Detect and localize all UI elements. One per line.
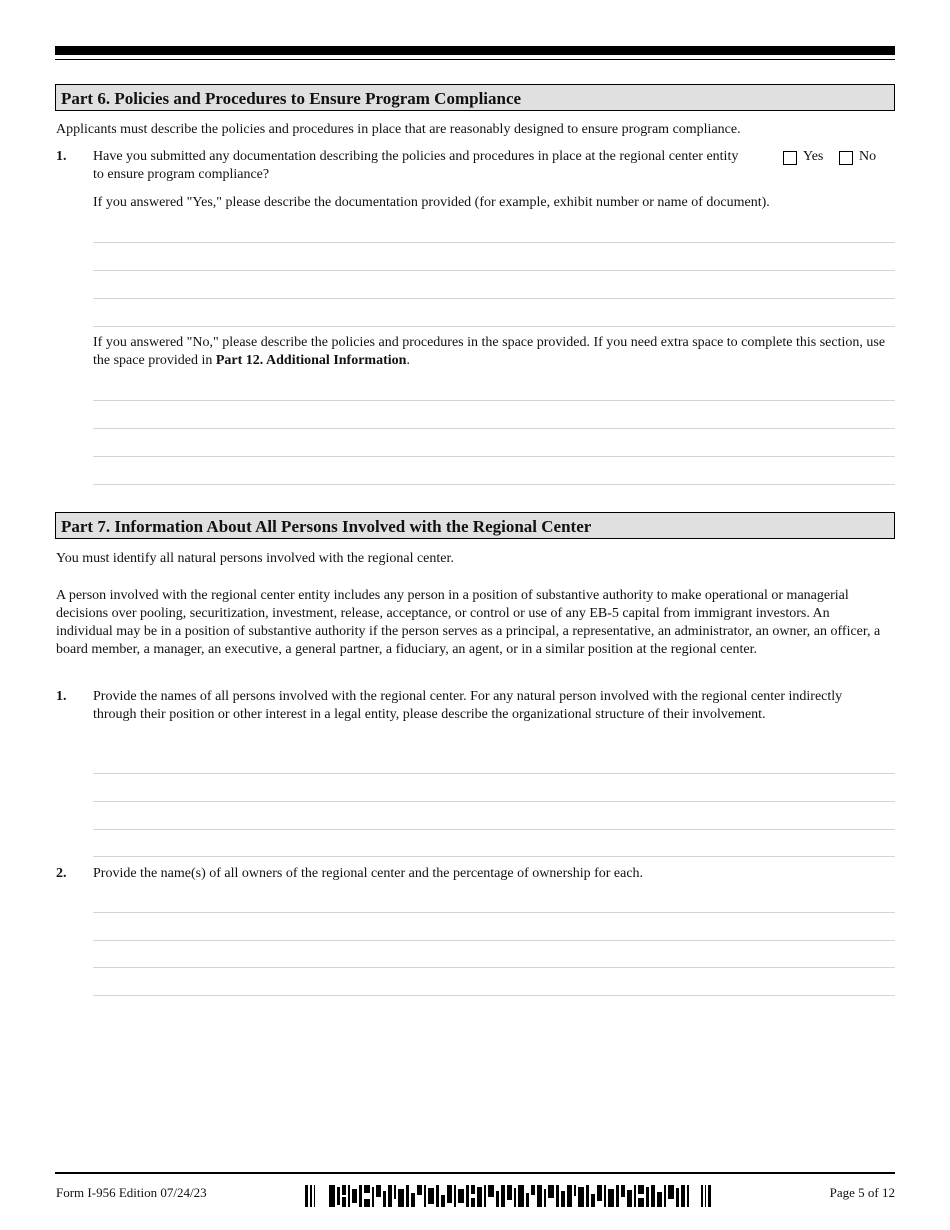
no-answer-line-1[interactable]: [93, 400, 895, 401]
no-answer-line-4[interactable]: [93, 484, 895, 485]
top-rule-thick: [55, 46, 895, 55]
part7-q2-text: Provide the name(s) of all owners of the regional center and the percentage of ownership for each.: [93, 866, 644, 881]
part7-q2-number: 2.: [56, 866, 67, 881]
q1-answer-line-2[interactable]: [93, 801, 895, 802]
yes-answer-line-4[interactable]: [93, 326, 895, 327]
yes-answer-line-2[interactable]: [93, 270, 895, 271]
part7-header: Part 7. Information About All Persons Involved with the Regional Center: [55, 512, 895, 539]
part7-q1-text: Provide the names of all persons involved with the regional center. For any natural person involved with the regional center indirectly through their position or other interest in a legal entity, please describe the organizational structure of their involvement.: [93, 689, 843, 722]
footer-rule: [55, 1172, 895, 1174]
top-rule-thin: [55, 59, 895, 60]
q2-answer-line-4[interactable]: [93, 995, 895, 996]
part12-reference: Part 12. Additional Information: [215, 353, 407, 368]
part6-q1-text: Have you submitted any documentation describing the policies and procedures in place at the regional center entity to ensure program compliance?: [93, 149, 739, 182]
part6-no-instruction: If you answered "No," please describe the policies and procedures in the space provided. If you need extra space to complete this section, use the space provided in Part 12. Additional Information.: [93, 335, 886, 368]
footer-form-id: Form I-956 Edition 07/24/23: [56, 1185, 207, 1200]
footer-page-number: Page 5 of 12: [829, 1185, 895, 1200]
no-label: No: [859, 149, 877, 164]
yes-label: Yes: [803, 149, 824, 164]
yes-answer-line-3[interactable]: [93, 298, 895, 299]
no-answer-line-3[interactable]: [93, 456, 895, 457]
part6-yes-instruction: If you answered "Yes," please describe the documentation provided (for example, exhibit number or name of document).: [93, 195, 770, 210]
yes-checkbox[interactable]: [783, 151, 797, 165]
barcode-icon: [305, 1185, 713, 1207]
part6-intro: Applicants must describe the policies and procedures in place that are reasonably designed to ensure program compliance.: [56, 122, 741, 137]
q2-answer-line-3[interactable]: [93, 967, 895, 968]
q1-answer-line-3[interactable]: [93, 829, 895, 830]
no-checkbox[interactable]: [839, 151, 853, 165]
q1-answer-line-1[interactable]: [93, 773, 895, 774]
part7-q1-number: 1.: [56, 689, 67, 704]
q1-answer-line-4[interactable]: [93, 856, 895, 857]
no-answer-line-2[interactable]: [93, 428, 895, 429]
yes-answer-line-1[interactable]: [93, 242, 895, 243]
part6-header: Part 6. Policies and Procedures to Ensure Program Compliance: [55, 84, 895, 111]
part7-intro: You must identify all natural persons involved with the regional center.: [56, 551, 454, 566]
q2-answer-line-1[interactable]: [93, 912, 895, 913]
q2-answer-line-2[interactable]: [93, 940, 895, 941]
part6-q1-number: 1.: [56, 149, 67, 164]
part7-definition: A person involved with the regional center entity includes any person in a position of substantive authority to make operational or managerial decisions over pooling, securitization, investment, release, acceptance, or control or use of any EB-5 capital from immigrant investors. An individual may be in a position of substantive authority if the person serves as a principal, a representative, an administrator, an owner, an officer, a board member, a manager, an executive, a general partner, a fiduciary, an agent, or in a similar position at the regional center.: [56, 588, 881, 657]
